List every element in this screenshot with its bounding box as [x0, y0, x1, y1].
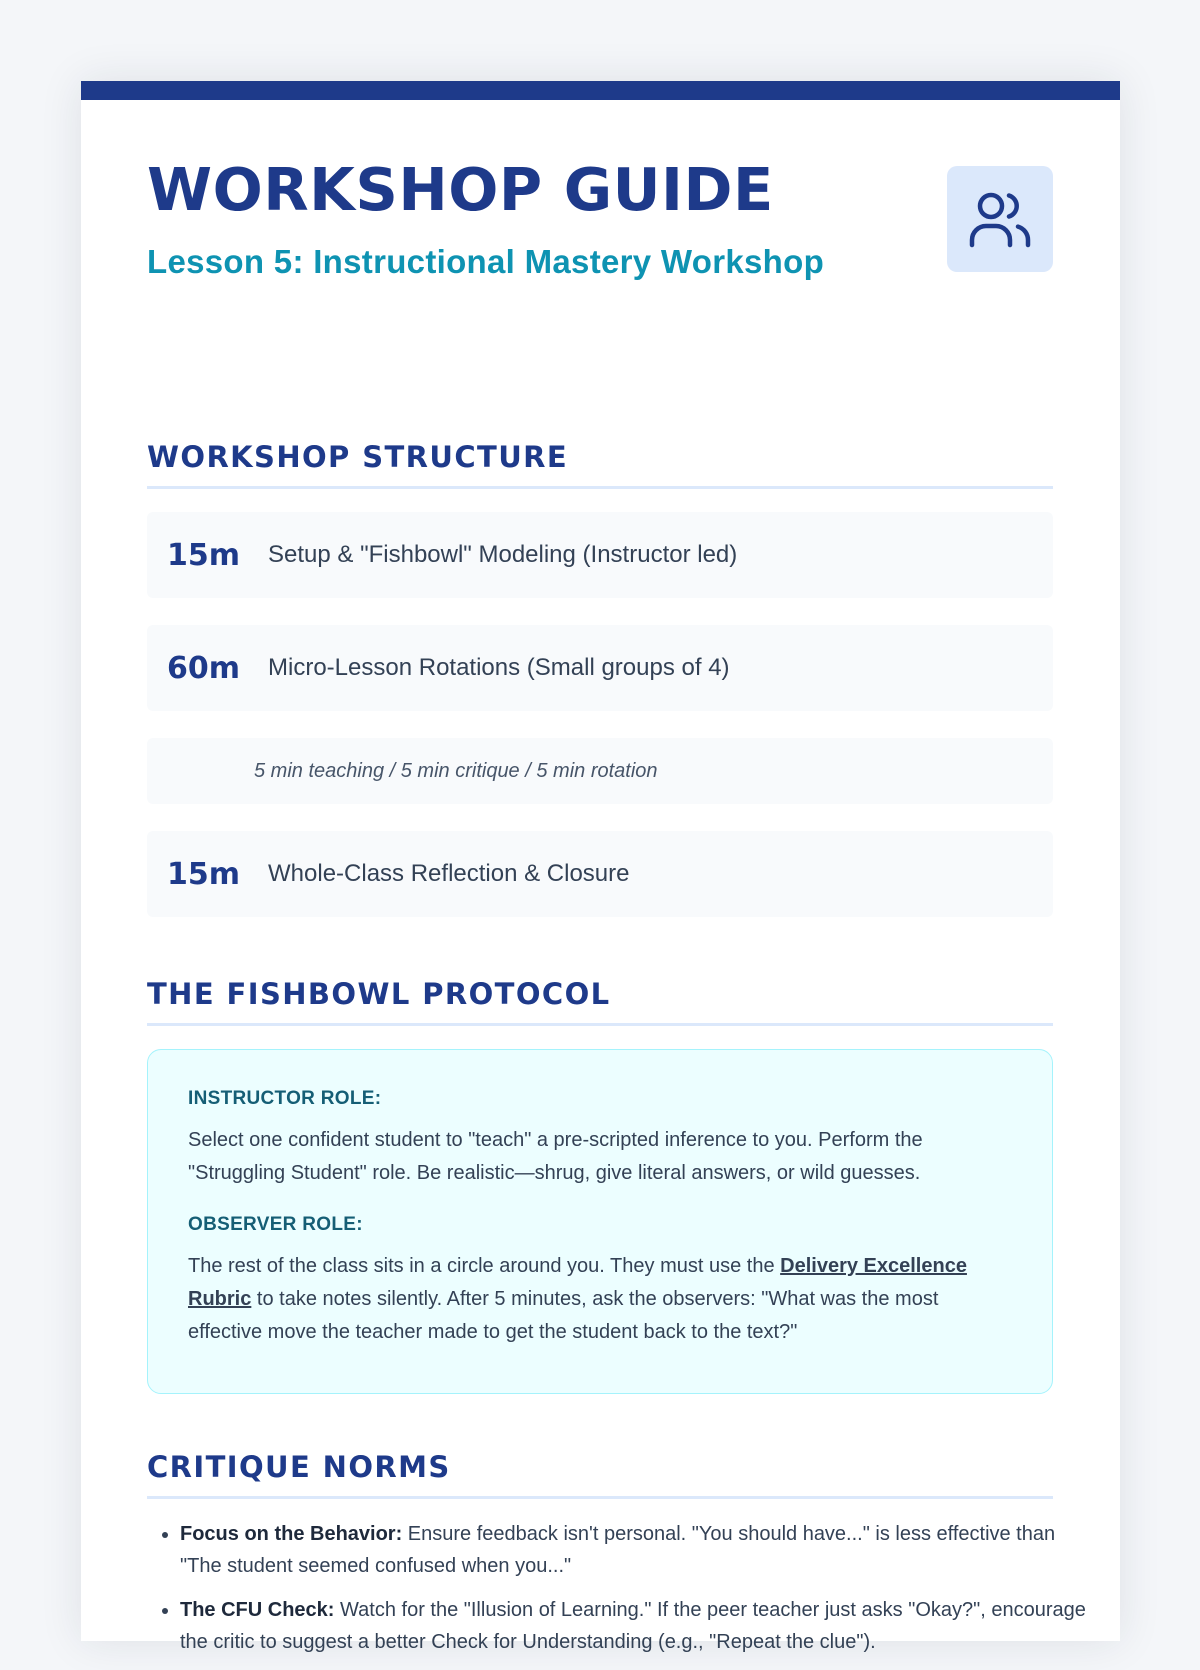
delivery-rubric-link[interactable]: Delivery Excellence Rubric — [188, 1255, 967, 1310]
structure-list — [147, 512, 1053, 944]
document-header — [147, 100, 1053, 320]
row-duration: 15m — [167, 856, 241, 892]
users-icon — [947, 166, 1053, 272]
structure-row-note — [147, 738, 1053, 804]
structure-row — [147, 831, 1053, 917]
structure-row — [147, 512, 1053, 598]
norm-text: Ensure feedback isn't personal. "You should have..." is less effective than "The student seemed confused when you..." — [180, 1523, 1056, 1577]
fishbowl-protocol-box — [147, 1049, 1053, 1394]
instructor-role-text: Select one confident student to "teach" a pre-scripted inference to you. Perform the "Struggling Student" role. Be realistic—shrug, give literal answers, or wild guesses. — [188, 1129, 923, 1184]
row-text: Setup & "Fishbowl" Modeling (Instructor led) — [268, 541, 738, 568]
row-note-text: 5 min teaching / 5 min critique / 5 min rotation — [254, 759, 658, 782]
row-text: Micro-Lesson Rotations (Small groups of 4) — [268, 654, 730, 681]
row-duration: 60m — [167, 650, 241, 686]
page-subtitle: Lesson 5: Instructional Mastery Workshop — [147, 243, 825, 280]
observer-role-text — [188, 1250, 1012, 1349]
list-item — [180, 1594, 1086, 1658]
section-heading-workshop-structure: WORKSHOP STRUCTURE — [147, 442, 1053, 489]
norm-text: Watch for the "Illusion of Learning." If the peer teacher just asks "Okay?", encourage the critic to suggest a better Check for Understanding (e.g., "Repeat the clue"). — [180, 1599, 1086, 1653]
document-page — [81, 81, 1120, 1653]
critique-norms-list — [147, 1518, 1086, 1670]
top-accent-bar — [81, 81, 1120, 100]
observer-role-label: OBSERVER ROLE: — [188, 1214, 363, 1235]
section-heading-fishbowl-protocol: THE FISHBOWL PROTOCOL — [147, 979, 1053, 1026]
section-heading-critique-norms: CRITIQUE NORMS — [147, 1452, 1053, 1499]
row-text: Whole-Class Reflection & Closure — [268, 860, 630, 887]
norm-label: The CFU Check: — [180, 1599, 335, 1621]
norm-label: Focus on the Behavior: — [180, 1523, 403, 1545]
observer-text-before: The rest of the class sits in a circle around you. They must use the — [188, 1255, 781, 1277]
structure-row — [147, 625, 1053, 711]
row-duration: 15m — [167, 537, 241, 573]
page-title: WORKSHOP GUIDE — [147, 155, 774, 224]
list-item — [180, 1518, 1086, 1582]
instructor-role-label: INSTRUCTOR ROLE: — [188, 1088, 382, 1109]
document-content — [147, 100, 1086, 1653]
observer-text-after: to take notes silently. After 5 minutes, ask the observers: "What was the most effective move the teacher made to get the student back to the text?" — [188, 1288, 939, 1343]
